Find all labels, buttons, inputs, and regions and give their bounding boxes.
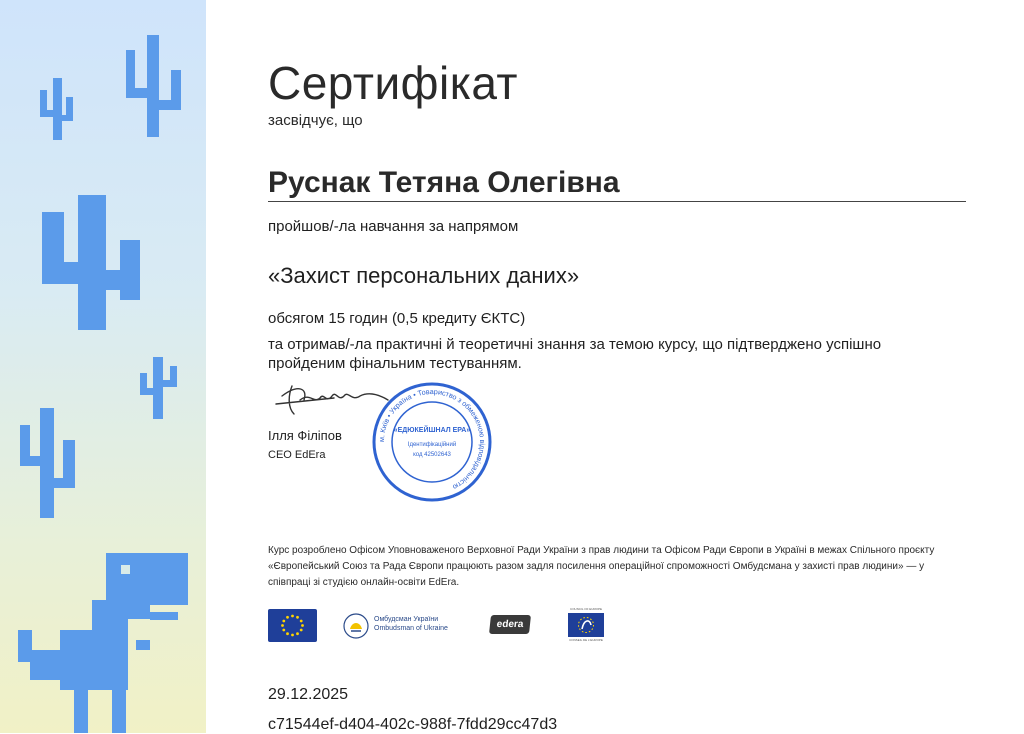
cactus-icon [126,35,181,137]
pixel-art [0,0,206,733]
description: та отримав/-ла практичні й теоретичні знання за темою курсу, що підтверджено успішно пройденим фінальним тестуванням. [268,336,882,372]
eu-flag-icon [268,609,317,642]
partner-logos [268,607,968,643]
decorative-side-panel [0,0,206,733]
stamp-center-code: код 42502643 [413,452,451,458]
dino-icon [18,553,188,733]
cactus-icon [42,195,140,330]
signer-role: CEO EdEra [268,449,326,461]
name-underline [268,201,966,202]
certificate-body [268,0,968,733]
dino-eye [121,565,130,574]
recipient-name: Руснак Тетяна Олегівна [268,166,620,199]
stamp-outer-text: м. Київ • Україна • Товариство з обмеженою відповідальністю [376,386,488,492]
issue-date: 29.12.2025 [268,686,349,703]
signer-name: Ілля Філіпов [268,428,342,443]
certificate-id: c71544ef-d404-402c-988f-7fdd29cc47d3 [268,716,558,733]
stamp-center-label: Ідентифікаційний [407,442,457,448]
council-of-europe-icon: COUNCIL OF EUROPE CONSEIL DE L'EUROPE [569,607,603,642]
edera-logo: edera [489,615,531,634]
course-footnote: Курс розроблено Офісом Уповноваженого Верховної Ради України з прав людини та Офісом Ради Європи в Україні в межах Спільного проєкту «Європейський Союз та Рада Європи працюють разом задля посилення операційної спроможності Омбудсмана у захисті прав людини» — у співпраці зі студією онлайн-освіти EdEra. [268,545,935,588]
stamp-center-name: «ЕДЮКЕЙШНАЛ ЕРА» [393,427,471,434]
completed-line: пройшов/-ла навчання за напрямом [268,218,519,235]
cactus-icon [140,357,177,419]
cactus-icon [20,408,75,518]
hours-line: обсягом 15 годин (0,5 кредиту ЄКТС) [268,310,526,327]
cactus-icon [40,78,73,140]
certificate-title: Сертифікат [268,57,518,109]
course-title: «Захист персональних даних» [268,263,580,288]
ombudsman-icon [342,613,370,639]
ombudsman-label: Омбудсман України Ombudsman of Ukraine [374,616,448,632]
certificate-subtitle: засвідчує, що [268,112,363,129]
stamp [370,380,494,504]
